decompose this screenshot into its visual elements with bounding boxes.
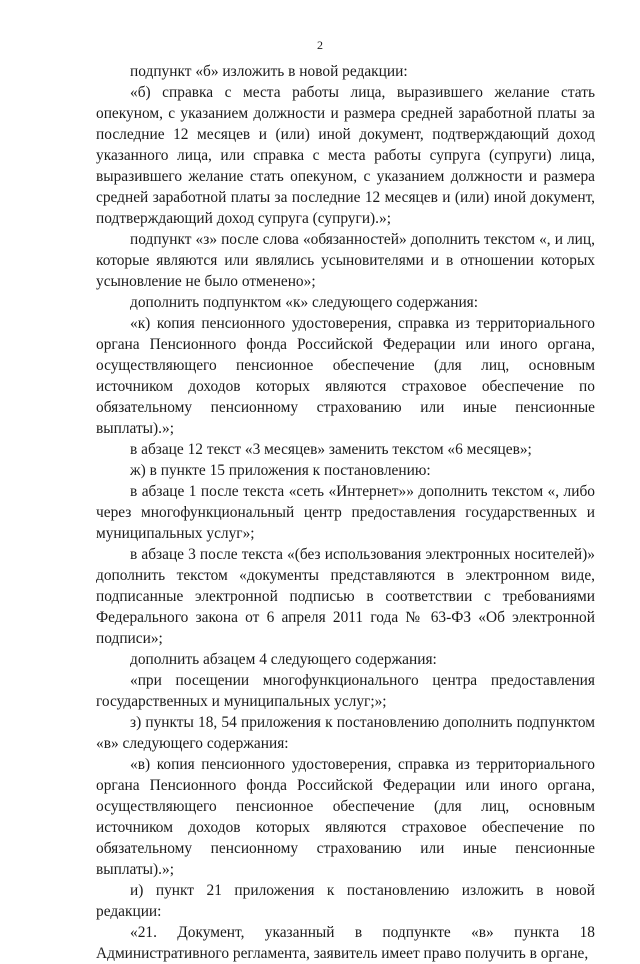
document-body <box>96 61 595 964</box>
paragraph: ж) в пункте 15 приложения к постановлению: <box>130 462 431 479</box>
paragraph: «21. Документ, указанный в подпункте «в» пункта 18 Административного регламента, заявитель имеет право получить в органе, <box>96 924 595 962</box>
paragraph: и) пункт 21 приложения к постановлению изложить в новой редакции: <box>96 882 595 920</box>
paragraph: в абзаце 12 текст «3 месяцев» заменить текстом «6 месяцев»; <box>130 441 532 458</box>
paragraph: подпункт «з» после слова «обязанностей» дополнить текстом «, и лиц, которые являются или являлись усыновителями и в отношении которых усыновление не было отменено»; <box>96 231 595 290</box>
paragraph: в абзаце 1 после текста «сеть «Интернет»» дополнить текстом «, либо через многофункциональный центр предоставления государственных и муниципальных услуг»; <box>96 483 595 542</box>
paragraph: подпункт «б» изложить в новой редакции: <box>130 63 408 80</box>
paragraph: «при посещении многофункционального центра предоставления государственных и муниципальных услуг;»; <box>96 672 595 710</box>
page-number: 2 <box>317 38 323 52</box>
paragraph: «б) справка с места работы лица, выразившего желание стать опекуном, с указанием должности и размера средней заработной платы за последние 12 месяцев и (или) иной документ, подтверждающий доход указанного лица, или справка с места работы супруга (супруги) лица, выразившего желание стать опекуном, с указанием должности и размера средней заработной платы за последние 12 месяцев и (или) иной документ, подтверждающий доход супруга (супруги).»; <box>96 84 595 227</box>
paragraph: «в) копия пенсионного удостоверения, справка из территориального органа Пенсионного фонда Российской Федерации или иного органа, осуществляющего пенсионное обеспечение (для лиц, основным источником доходов которых являются страховое обеспечение по обязательному пенсионному страхованию или иные пенсионные выплаты).»; <box>96 756 595 878</box>
paragraph: в абзаце 3 после текста «(без использования электронных носителей)» дополнить текстом «документы представляются в электронном виде, подписанные электронной подписью в соответствии с требованиями Федерального закона от 6 апреля 2011 года № 63-ФЗ «Об электронной подписи»; <box>96 546 595 647</box>
paragraph: дополнить подпунктом «к» следующего содержания: <box>130 294 479 311</box>
paragraph: з) пункты 18, 54 приложения к постановлению дополнить подпунктом «в» следующего содержания: <box>96 714 595 752</box>
paragraph: дополнить абзацем 4 следующего содержания: <box>130 651 437 668</box>
paragraph: «к) копия пенсионного удостоверения, справка из территориального органа Пенсионного фонда Российской Федерации или иного органа, осуществляющего пенсионное обеспечение (для лиц, основным источником доходов которых являются страховое обеспечение по обязательному пенсионному страхованию или иные пенсионные выплаты).»; <box>96 315 595 437</box>
